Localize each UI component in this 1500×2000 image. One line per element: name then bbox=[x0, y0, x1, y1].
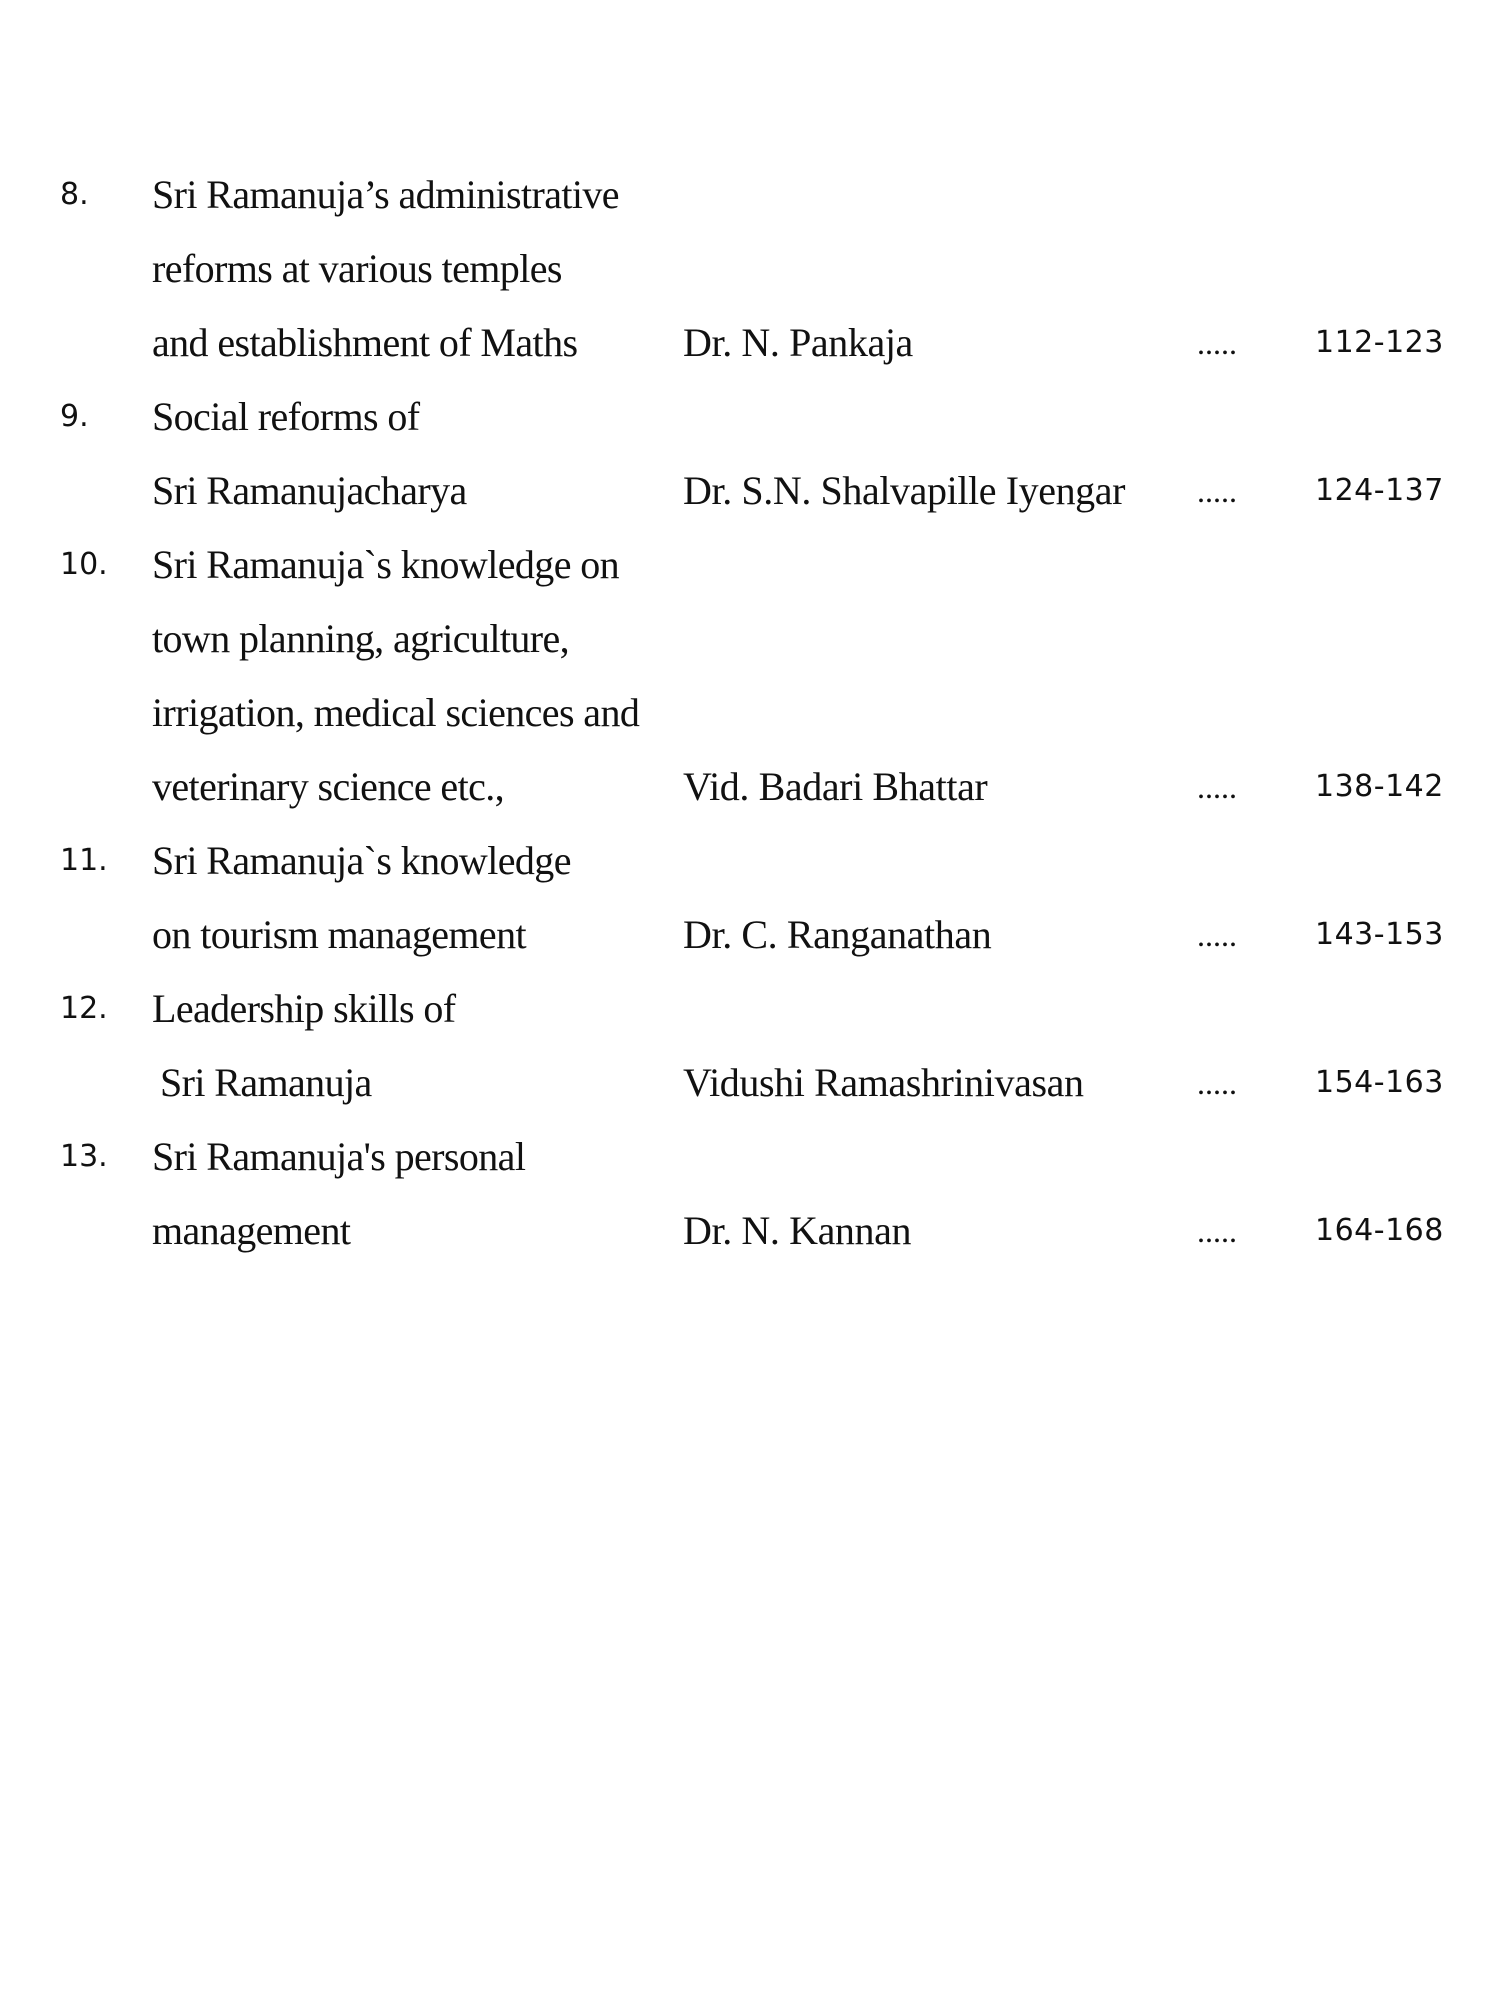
entry-number: 11. bbox=[60, 843, 108, 878]
entry-leader-dots: ..... bbox=[1197, 473, 1237, 509]
entry-title-line: Sri Ramanuja`s knowledge bbox=[152, 838, 571, 883]
entry-number: 12. bbox=[60, 991, 108, 1026]
entry-title-line: Social reforms of bbox=[152, 394, 420, 439]
entry-author: Dr. N. Pankaja bbox=[683, 320, 913, 365]
entry-number: 9. bbox=[60, 399, 89, 434]
entry-leader-dots: ..... bbox=[1197, 769, 1237, 805]
entry-title-line: town planning, agriculture, bbox=[152, 616, 570, 661]
entry-pages: 124-137 bbox=[1315, 473, 1444, 508]
entry-author: Dr. N. Kannan bbox=[683, 1208, 912, 1253]
entry-pages: 154-163 bbox=[1315, 1065, 1444, 1100]
entry-author: Vid. Badari Bhattar bbox=[683, 764, 988, 809]
entry-number: 10. bbox=[60, 547, 108, 582]
entry-title-line: irrigation, medical sciences and bbox=[152, 690, 640, 735]
entry-title-line: management bbox=[152, 1208, 351, 1253]
entry-author: Dr. C. Ranganathan bbox=[683, 912, 992, 957]
entry-pages: 143-153 bbox=[1315, 917, 1444, 952]
entry-author: Vidushi Ramashrinivasan bbox=[683, 1060, 1084, 1105]
entry-title-line: Sri Ramanuja's personal bbox=[152, 1134, 526, 1179]
entry-leader-dots: ..... bbox=[1197, 1065, 1237, 1101]
entry-title-line: Sri Ramanuja’s administrative bbox=[152, 172, 619, 217]
entry-title-line: Sri Ramanuja bbox=[160, 1060, 372, 1105]
entry-title-line: Leadership skills of bbox=[152, 986, 456, 1031]
entry-pages: 164-168 bbox=[1315, 1213, 1444, 1248]
entry-title-line: Sri Ramanuja`s knowledge on bbox=[152, 542, 620, 587]
entry-title-line: reforms at various temples bbox=[152, 246, 562, 291]
entry-title-line: on tourism management bbox=[152, 912, 526, 957]
entry-pages: 138-142 bbox=[1315, 769, 1444, 804]
entry-leader-dots: ..... bbox=[1197, 917, 1237, 953]
entry-author: Dr. S.N. Shalvapille Iyengar bbox=[683, 468, 1126, 513]
entry-leader-dots: ..... bbox=[1197, 1213, 1237, 1249]
entry-pages: 112-123 bbox=[1315, 325, 1444, 360]
entry-number: 8. bbox=[60, 177, 89, 212]
entry-leader-dots: ..... bbox=[1197, 325, 1237, 361]
entry-number: 13. bbox=[60, 1139, 108, 1174]
entry-title-line: veterinary science etc., bbox=[152, 764, 505, 809]
entry-title-line: Sri Ramanujacharya bbox=[152, 468, 467, 513]
entry-title-line: and establishment of Maths bbox=[152, 320, 578, 365]
